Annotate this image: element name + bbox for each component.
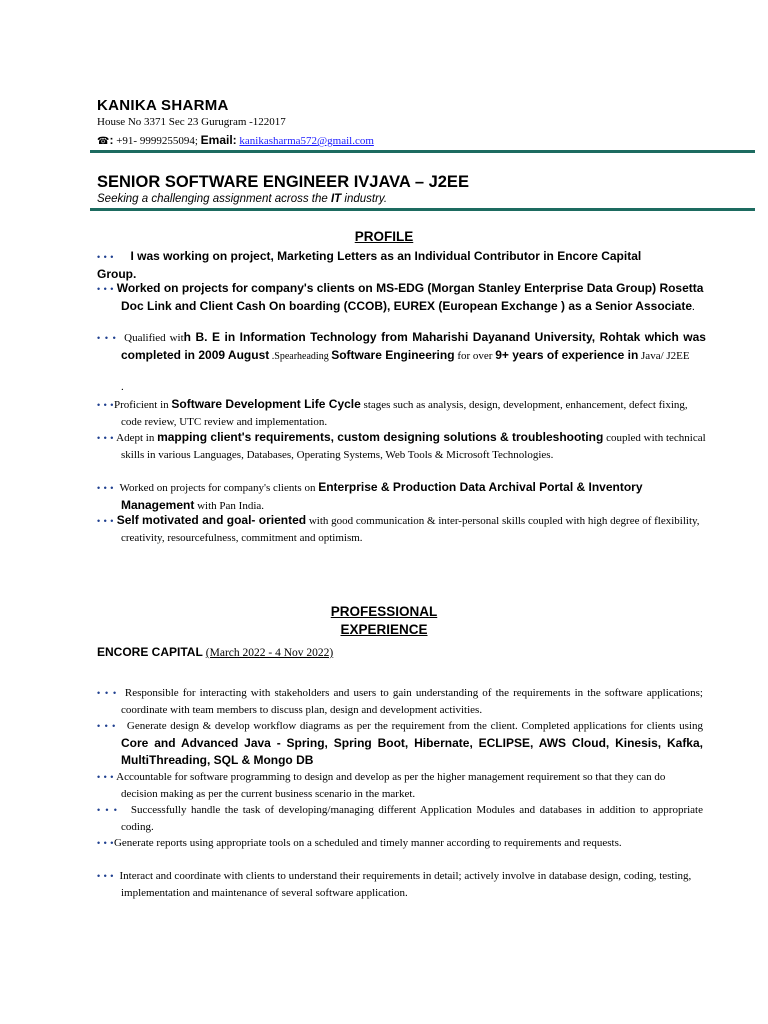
bullet-icon: • • • — [97, 772, 114, 782]
bullet-icon: • • • — [97, 333, 117, 343]
title-divider — [90, 208, 755, 211]
bullet-icon: • • • — [97, 252, 114, 262]
profile-item-1: • • • I was working on project, Marketing Letters as an Individual Contributor in Encore Capital Group. — [97, 249, 642, 281]
experience-item-1: • • • Responsible for interacting with stakeholders and users to gain understanding of the requirements in the software applications; coordinate with team members to discuss plan, design and development activities. — [97, 687, 703, 716]
bullet-icon: • • • — [97, 721, 116, 731]
address: House No 3371 Sec 23 Gurugram -122017 — [97, 116, 286, 128]
profile-item-5: • • • Adept in mapping client's requirements, custom designing solutions & troubleshooting coupled with technical skills in various Languages, Databases, Operating Systems, Web Tools & Microsoft Technologies. — [97, 430, 706, 461]
header-divider — [90, 150, 755, 153]
experience-heading: PROFESSIONAL EXPERIENCE — [330, 604, 438, 637]
profile-item-3: • • • Qualified with B. E in Information Technology from Maharishi Dayanand University, Rohtak which was completed in 2009 August .Spearheading Software Engineering for over 9+ years of experience in Java/ J2EE — [97, 330, 706, 362]
employment-dates: (March 2022 - 4 Nov 2022) — [205, 647, 334, 659]
experience-item-3: • • • Accountable for software programming to design and develop as per the higher management requirement so that they can do decision making as per the current business scenario in the market. — [97, 771, 666, 800]
phone-icon: ☎ — [97, 136, 110, 147]
phone-label: : — [109, 133, 114, 147]
bullet-icon: • • • — [97, 516, 114, 526]
email-link[interactable]: kanikasharma572@gmail.com — [239, 135, 374, 147]
bullet-icon: • • • — [97, 400, 114, 410]
phone-number: +91- 9999255094; — [113, 135, 198, 147]
company-name: ENCORE CAPITAL — [97, 645, 203, 659]
contact-line — [97, 133, 374, 147]
bullet-icon: • • • — [97, 838, 114, 848]
profile-item-6: • • • Worked on projects for company's clients on Enterprise & Production Data Archival Portal & Inventory Management with Pan India. — [97, 480, 643, 512]
experience-item-4: • • • Successfully handle the task of developing/managing different Application Modules and databases in addition to appropriate coding. — [97, 804, 703, 833]
bullet-icon: • • • — [97, 871, 114, 881]
candidate-name: KANIKA SHARMA — [97, 97, 229, 114]
company-line — [97, 645, 333, 660]
bullet-icon: • • • — [97, 433, 114, 443]
profile-heading: PROFILE — [354, 229, 414, 244]
job-title: SENIOR SOFTWARE ENGINEER IVJAVA – J2EE — [97, 173, 469, 191]
objective: Seeking a challenging assignment across the IT industry. — [97, 193, 388, 205]
profile-item-4: • • •Proficient in Software Development Life Cycle stages such as analysis, design, development, enhancement, defect fixing, code review, UTC review and implementation. — [97, 397, 688, 428]
bullet-icon: • • • — [97, 284, 114, 294]
email-label: Email: — [200, 133, 237, 147]
profile-dot: . — [121, 381, 124, 393]
experience-item-2: • • • Generate design & develop workflow diagrams as per the requirement from the client. Completed applications for clients using Core and Advanced Java - Spring, Spring Boot, Hibernate, ECLIPSE, AWS Cloud, Kinesis, Kafka, MultiThreading, SQL & Mongo DB — [97, 720, 703, 767]
experience-item-6: • • • Interact and coordinate with clients to understand their requirements in detail; actively involve in database design, coding, testing, implementation and maintenance of several software application. — [97, 870, 692, 899]
bullet-icon: • • • — [97, 688, 117, 698]
bullet-icon: • • • — [97, 483, 114, 493]
profile-item-7: • • • Self motivated and goal- oriented with good communication & inter-personal skills coupled with high degree of flexibility, creativity, resourcefulness, commitment and optimism. — [97, 513, 700, 544]
profile-item-2: • • • Worked on projects for company's clients on MS-EDG (Morgan Stanley Enterprise Data Group) Rosetta Doc Link and Client Cash On boarding (CCOB), EUREX (European Exchange ) as a Senior Associate. — [97, 281, 704, 313]
experience-item-5: • • •Generate reports using appropriate tools on a scheduled and timely manner according to requirements and requests. — [97, 837, 622, 849]
bullet-icon: • • • — [97, 805, 118, 815]
